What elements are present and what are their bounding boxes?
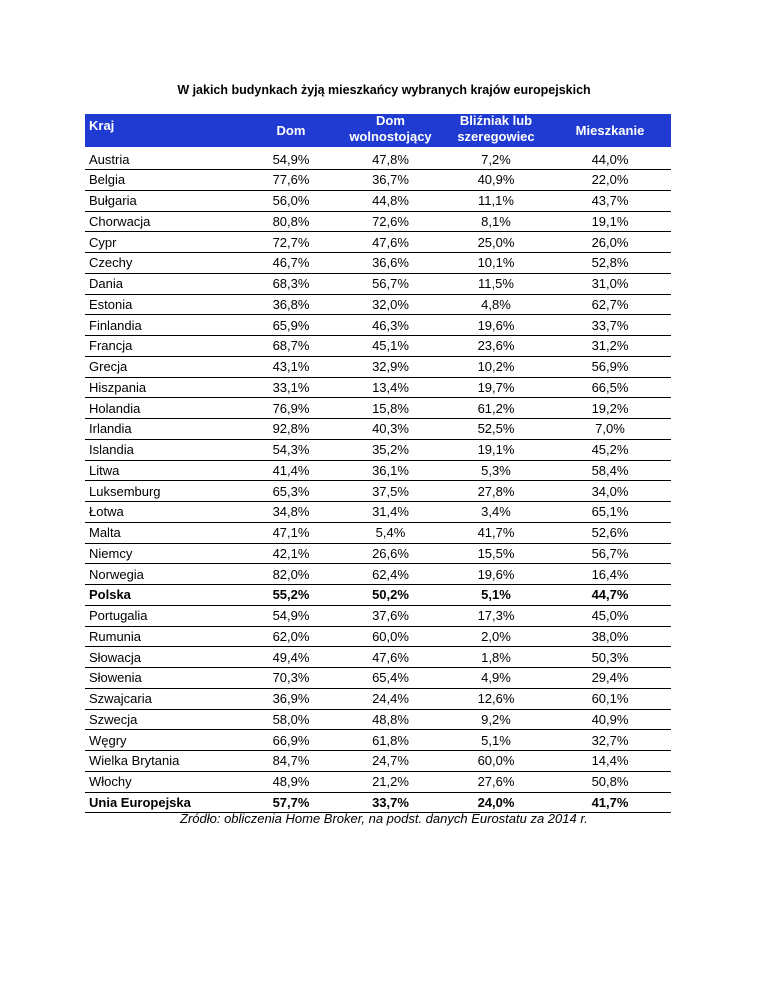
cell-wolnostojacy: 44,8% bbox=[372, 193, 409, 209]
cell-mieszkanie: 52,8% bbox=[591, 255, 629, 271]
table-row bbox=[85, 336, 671, 357]
cell-dom: 58,0% bbox=[272, 711, 310, 727]
cell-blizniak: 8,1% bbox=[481, 213, 511, 229]
cell-blizniak: 41,7% bbox=[477, 525, 515, 541]
column-header-dom-wolnostojacy: Dom wolnostojący bbox=[349, 112, 432, 144]
column-header-kraj: Kraj bbox=[89, 118, 115, 133]
cell-blizniak: 10,1% bbox=[477, 255, 515, 271]
cell-dom: 47,1% bbox=[272, 525, 310, 541]
cell-blizniak: 15,5% bbox=[477, 545, 515, 561]
cell-wolnostojacy: 50,2% bbox=[372, 587, 409, 603]
cell-wolnostojacy: 46,3% bbox=[372, 317, 409, 333]
cell-dom: 76,9% bbox=[272, 400, 310, 416]
cell-kraj: Francja bbox=[89, 338, 133, 354]
table-row bbox=[85, 730, 671, 751]
cell-wolnostojacy: 32,9% bbox=[372, 359, 409, 375]
cell-wolnostojacy: 5,4% bbox=[375, 525, 406, 541]
cell-mieszkanie: 50,3% bbox=[591, 649, 629, 665]
cell-mieszkanie: 19,2% bbox=[591, 400, 629, 416]
cell-kraj: Holandia bbox=[89, 400, 141, 416]
cell-blizniak: 11,5% bbox=[478, 276, 514, 292]
cell-dom: 92,8% bbox=[272, 421, 310, 437]
cell-mieszkanie: 44,0% bbox=[591, 152, 629, 167]
cell-blizniak: 19,6% bbox=[477, 566, 515, 582]
cell-mieszkanie: 50,8% bbox=[591, 774, 629, 790]
cell-wolnostojacy: 37,6% bbox=[372, 608, 409, 624]
cell-wolnostojacy: 56,7% bbox=[372, 276, 409, 292]
table-row bbox=[85, 544, 671, 565]
cell-kraj: Luksemburg bbox=[89, 483, 161, 499]
cell-mieszkanie: 52,6% bbox=[591, 525, 629, 541]
cell-dom: 48,9% bbox=[272, 774, 310, 790]
cell-kraj: Grecja bbox=[89, 359, 128, 375]
cell-blizniak: 3,4% bbox=[481, 504, 511, 520]
cell-dom: 56,0% bbox=[272, 193, 310, 209]
cell-kraj: Belgia bbox=[89, 172, 126, 188]
cell-blizniak: 4,9% bbox=[481, 670, 511, 686]
cell-wolnostojacy: 47,6% bbox=[372, 234, 409, 250]
cell-mieszkanie: 65,1% bbox=[591, 504, 629, 520]
cell-wolnostojacy: 32,0% bbox=[372, 296, 409, 312]
cell-kraj: Austria bbox=[89, 152, 130, 167]
cell-dom: 33,1% bbox=[272, 379, 310, 395]
cell-kraj: Malta bbox=[89, 525, 121, 541]
cell-blizniak: 7,2% bbox=[481, 152, 511, 167]
cell-wolnostojacy: 21,2% bbox=[372, 774, 409, 790]
table-row bbox=[85, 170, 671, 191]
cell-wolnostojacy: 36,1% bbox=[372, 462, 409, 478]
cell-wolnostojacy: 15,8% bbox=[372, 400, 409, 416]
cell-mieszkanie: 56,7% bbox=[591, 545, 629, 561]
table-row bbox=[85, 668, 671, 689]
cell-wolnostojacy: 45,1% bbox=[372, 338, 409, 354]
cell-dom: 36,9% bbox=[272, 691, 310, 707]
cell-blizniak: 9,2% bbox=[481, 711, 511, 727]
cell-mieszkanie: 19,1% bbox=[591, 213, 629, 229]
cell-kraj: Unia Europejska bbox=[89, 794, 191, 810]
cell-mieszkanie: 44,7% bbox=[591, 587, 629, 603]
cell-blizniak: 5,1% bbox=[481, 587, 511, 603]
cell-kraj: Szwecja bbox=[89, 711, 138, 727]
cell-dom: 54,9% bbox=[272, 152, 310, 167]
cell-blizniak: 60,0% bbox=[477, 753, 515, 769]
table-row bbox=[85, 585, 671, 606]
table-row bbox=[85, 523, 671, 544]
cell-blizniak: 24,0% bbox=[477, 794, 515, 810]
cell-blizniak: 5,1% bbox=[481, 732, 511, 748]
cell-mieszkanie: 60,1% bbox=[591, 691, 629, 707]
cell-blizniak: 19,6% bbox=[477, 317, 515, 333]
cell-dom: 36,8% bbox=[272, 296, 310, 312]
cell-blizniak: 27,8% bbox=[477, 483, 515, 499]
cell-kraj: Wielka Brytania bbox=[89, 753, 180, 769]
cell-mieszkanie: 62,7% bbox=[591, 296, 629, 312]
cell-blizniak: 10,2% bbox=[477, 359, 515, 375]
cell-wolnostojacy: 72,6% bbox=[372, 213, 409, 229]
cell-kraj: Finlandia bbox=[89, 317, 142, 333]
cell-dom: 34,8% bbox=[272, 504, 310, 520]
cell-mieszkanie: 56,9% bbox=[591, 359, 629, 375]
cell-wolnostojacy: 26,6% bbox=[372, 545, 409, 561]
cell-wolnostojacy: 65,4% bbox=[372, 670, 409, 686]
cell-dom: 65,3% bbox=[272, 483, 310, 499]
cell-kraj: Hiszpania bbox=[89, 379, 147, 395]
cell-mieszkanie: 22,0% bbox=[591, 172, 629, 188]
cell-kraj: Łotwa bbox=[89, 504, 124, 520]
cell-mieszkanie: 26,0% bbox=[591, 234, 629, 250]
table-row bbox=[85, 274, 671, 295]
cell-kraj: Czechy bbox=[89, 255, 133, 271]
cell-wolnostojacy: 24,7% bbox=[372, 753, 409, 769]
cell-mieszkanie: 31,0% bbox=[591, 276, 629, 292]
cell-blizniak: 23,6% bbox=[477, 338, 515, 354]
cell-blizniak: 2,0% bbox=[481, 628, 511, 644]
cell-blizniak: 11,1% bbox=[478, 193, 514, 209]
cell-wolnostojacy: 33,7% bbox=[372, 794, 409, 810]
cell-wolnostojacy: 47,8% bbox=[372, 152, 409, 167]
cell-mieszkanie: 45,2% bbox=[591, 442, 629, 458]
cell-blizniak: 19,1% bbox=[477, 442, 515, 458]
cell-blizniak: 61,2% bbox=[477, 400, 515, 416]
table-row bbox=[85, 378, 671, 399]
table-body bbox=[85, 147, 671, 813]
cell-dom: 49,4% bbox=[272, 649, 310, 665]
table-row bbox=[85, 398, 671, 419]
cell-mieszkanie: 33,7% bbox=[591, 317, 629, 333]
table-row bbox=[85, 461, 671, 482]
cell-kraj: Islandia bbox=[89, 442, 134, 458]
table-row bbox=[85, 647, 671, 668]
cell-blizniak: 52,5% bbox=[477, 421, 515, 437]
cell-dom: 46,7% bbox=[272, 255, 310, 271]
cell-mieszkanie: 40,9% bbox=[591, 711, 629, 727]
cell-wolnostojacy: 37,5% bbox=[372, 483, 409, 499]
source-note: Źródło: obliczenia Home Broker, na podst. danych Eurostatu za 2014 r. bbox=[180, 811, 588, 826]
cell-mieszkanie: 43,7% bbox=[591, 193, 629, 209]
cell-wolnostojacy: 62,4% bbox=[372, 566, 409, 582]
cell-kraj: Bułgaria bbox=[89, 193, 137, 209]
table-row bbox=[85, 627, 671, 648]
cell-wolnostojacy: 47,6% bbox=[372, 649, 409, 665]
cell-wolnostojacy: 61,8% bbox=[372, 732, 409, 748]
cell-blizniak: 40,9% bbox=[477, 172, 515, 188]
cell-kraj: Norwegia bbox=[89, 566, 144, 582]
cell-mieszkanie: 38,0% bbox=[591, 628, 629, 644]
cell-mieszkanie: 41,7% bbox=[591, 794, 629, 810]
table-row bbox=[85, 751, 671, 772]
cell-dom: 80,8% bbox=[272, 213, 310, 229]
cell-dom: 62,0% bbox=[272, 628, 310, 644]
column-header-blizniak: Bliźniak lub szeregowiec bbox=[457, 112, 535, 144]
cell-blizniak: 17,3% bbox=[477, 608, 515, 624]
cell-wolnostojacy: 31,4% bbox=[372, 504, 409, 520]
table-row bbox=[85, 564, 671, 585]
cell-kraj: Niemcy bbox=[89, 545, 133, 561]
cell-kraj: Estonia bbox=[89, 296, 133, 312]
cell-kraj: Szwajcaria bbox=[89, 691, 152, 707]
cell-dom: 70,3% bbox=[272, 670, 310, 686]
cell-kraj: Słowenia bbox=[89, 670, 142, 686]
table-row bbox=[85, 232, 671, 253]
cell-kraj: Słowacja bbox=[89, 649, 142, 665]
cell-mieszkanie: 7,0% bbox=[595, 421, 625, 437]
cell-kraj: Litwa bbox=[89, 462, 120, 478]
cell-dom: 55,2% bbox=[272, 587, 310, 603]
table-row bbox=[85, 710, 671, 731]
cell-blizniak: 5,3% bbox=[481, 462, 511, 478]
cell-dom: 41,4% bbox=[272, 462, 310, 478]
cell-blizniak: 12,6% bbox=[477, 691, 515, 707]
table-row bbox=[85, 772, 671, 793]
cell-wolnostojacy: 48,8% bbox=[372, 711, 409, 727]
column-header-mieszkanie: Mieszkanie bbox=[575, 122, 645, 138]
cell-blizniak: 27,6% bbox=[477, 774, 515, 790]
table-row bbox=[85, 295, 671, 316]
cell-kraj: Włochy bbox=[89, 774, 132, 790]
cell-kraj: Polska bbox=[89, 587, 131, 603]
table-title: W jakich budynkach żyją mieszkańcy wybranych krajów europejskich bbox=[177, 83, 591, 97]
table-row bbox=[85, 253, 671, 274]
cell-blizniak: 25,0% bbox=[477, 234, 515, 250]
cell-dom: 65,9% bbox=[272, 317, 310, 333]
cell-blizniak: 1,8% bbox=[481, 649, 511, 665]
cell-wolnostojacy: 60,0% bbox=[372, 628, 409, 644]
table-row bbox=[85, 606, 671, 627]
cell-dom: 77,6% bbox=[272, 172, 310, 188]
cell-mieszkanie: 34,0% bbox=[591, 483, 629, 499]
cell-dom: 57,7% bbox=[272, 794, 310, 810]
cell-dom: 82,0% bbox=[272, 566, 310, 582]
cell-wolnostojacy: 13,4% bbox=[372, 379, 409, 395]
cell-blizniak: 4,8% bbox=[481, 296, 511, 312]
cell-wolnostojacy: 24,4% bbox=[372, 691, 409, 707]
cell-mieszkanie: 32,7% bbox=[591, 732, 629, 748]
cell-kraj: Cypr bbox=[89, 234, 117, 250]
cell-dom: 54,9% bbox=[272, 608, 310, 624]
cell-wolnostojacy: 35,2% bbox=[372, 442, 409, 458]
table-row bbox=[85, 191, 671, 212]
cell-kraj: Portugalia bbox=[89, 608, 148, 624]
cell-mieszkanie: 16,4% bbox=[591, 566, 629, 582]
cell-dom: 84,7% bbox=[272, 753, 310, 769]
table-row bbox=[85, 357, 671, 378]
cell-kraj: Węgry bbox=[89, 732, 127, 748]
cell-mieszkanie: 58,4% bbox=[591, 462, 629, 478]
cell-kraj: Rumunia bbox=[89, 628, 142, 644]
table-row bbox=[85, 440, 671, 461]
cell-dom: 66,9% bbox=[272, 732, 310, 748]
cell-wolnostojacy: 36,6% bbox=[372, 255, 409, 271]
cell-dom: 72,7% bbox=[272, 234, 310, 250]
cell-blizniak: 19,7% bbox=[477, 379, 515, 395]
column-header-dom: Dom bbox=[276, 122, 306, 138]
cell-mieszkanie: 31,2% bbox=[591, 338, 629, 354]
table-row bbox=[85, 481, 671, 502]
cell-dom: 42,1% bbox=[272, 545, 310, 561]
cell-mieszkanie: 66,5% bbox=[591, 379, 629, 395]
data-table bbox=[85, 114, 671, 813]
cell-dom: 68,7% bbox=[272, 338, 310, 354]
table-row bbox=[85, 419, 671, 440]
table-row bbox=[85, 212, 671, 233]
cell-dom: 43,1% bbox=[272, 359, 310, 375]
table-row bbox=[85, 502, 671, 523]
table-row bbox=[85, 315, 671, 336]
cell-kraj: Chorwacja bbox=[89, 213, 151, 229]
table-row bbox=[85, 147, 671, 170]
table-row bbox=[85, 689, 671, 710]
cell-kraj: Dania bbox=[89, 276, 123, 292]
cell-dom: 54,3% bbox=[272, 442, 310, 458]
cell-mieszkanie: 14,4% bbox=[591, 753, 629, 769]
cell-mieszkanie: 45,0% bbox=[591, 608, 629, 624]
cell-dom: 68,3% bbox=[272, 276, 310, 292]
cell-wolnostojacy: 40,3% bbox=[372, 421, 409, 437]
table-header bbox=[85, 114, 671, 147]
cell-mieszkanie: 29,4% bbox=[591, 670, 629, 686]
cell-kraj: Irlandia bbox=[89, 421, 132, 437]
cell-wolnostojacy: 36,7% bbox=[372, 172, 409, 188]
